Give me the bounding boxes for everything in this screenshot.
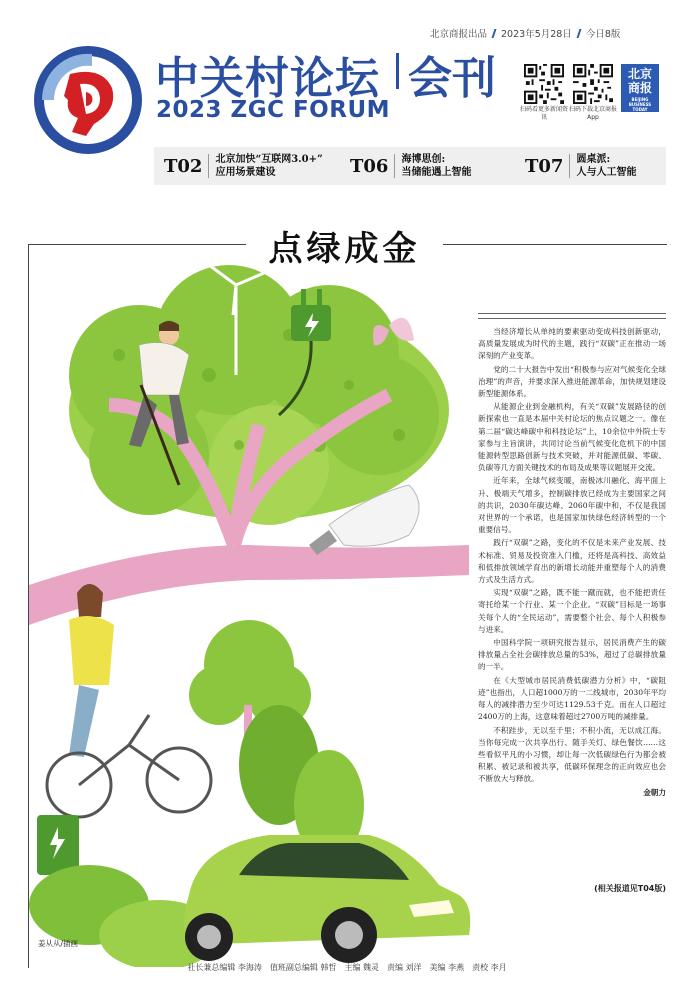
article-body <box>478 326 666 799</box>
beijing-business-badge <box>621 64 659 112</box>
zgc-forum-logo-icon <box>32 44 144 156</box>
article-paragraph: 践行“双碳”之路，变化的不仅是未来产业发展、技术标准、贸易及投资准入门槛，还将是高科技、高效益和低排放领域学育出的新增长动能并重塑每个人的消费方式及生活方式。 <box>478 538 666 585</box>
article-top-rule <box>478 318 666 319</box>
cyclist-figure <box>47 584 211 817</box>
teaser-page-code: T07 <box>525 155 564 177</box>
article-paragraph: 在《大型城市居民消费低碳潜力分析》中，“碳阻迹”也指出，人口超1000万的一二线城市，2030年平均每人的减排潜力至少可达1129.53千克。而在人口超过2400万的上海，这意味着超过2700万吨的减排量。 <box>478 675 666 722</box>
teaser-headline: 圆桌派: 人与人工智能 <box>576 154 637 178</box>
green-economy-illustration <box>29 245 479 967</box>
badge-line1: 北京 <box>627 67 652 81</box>
badge-line2: 商报 <box>627 81 652 95</box>
article-top-rule <box>478 313 666 314</box>
masthead-subtitle: 会刊 <box>408 53 496 104</box>
illustration-credit: 姜从从/插画 <box>38 939 79 948</box>
teaser-headline: 海博思创: 当储能遇上智能 <box>401 154 472 178</box>
article-paragraph: 从能源企业到金融机构，有关“双碳”发展路径的创新探索也一直是本届中关村论坛的焦点议题之一。像在第二届“碳达峰碳中和科技论坛”上，10余位中外院士专家参与主旨演讲，共同讨论当前气候变化危机下的中国能源转型思路创新与技术突破，并对能源低碳、零碳、负碳等几方面关键技术的布局及成果等议题展开交流。 <box>478 402 666 473</box>
article-paragraph: 不积跬步，无以至千里；不积小流，无以成江海。当你每完成一次共享出行、随手关灯、绿色餐饮……这些看似平凡的小习惯，却让每一次低碳绿色行为都会被积累、被记录和被共享，低碳环保理念的正向效应也会不断放大与释放。 <box>478 725 666 784</box>
electric-car-icon <box>184 835 470 963</box>
masthead-title: 中关村论坛 <box>155 53 380 104</box>
teaser-bar <box>154 147 666 185</box>
publisher: 北京商报出品 <box>430 29 488 40</box>
see-also-note[interactable]: (相关报道见T04版) <box>594 884 666 893</box>
badge-english: BEIJING BUSINESS TODAY <box>628 97 652 112</box>
edition-info <box>430 26 620 40</box>
teaser-t06[interactable] <box>350 147 471 185</box>
teaser-t02[interactable] <box>164 147 323 185</box>
main-headline: 点绿成金 <box>268 229 421 269</box>
teaser-headline: 北京加快“互联网3.0+” 应用场景建设 <box>215 154 323 178</box>
article-paragraph: 党的二十大报告中发出“积极参与应对气候变化全球治理”的声音，并要求深入推进能源革命，加快规划建设新型能源体系。 <box>478 364 666 399</box>
teaser-t07[interactable] <box>525 147 636 185</box>
qr-code-news-icon[interactable] <box>524 64 564 104</box>
teaser-page-code: T06 <box>350 155 389 177</box>
article-paragraph: 实现“双碳”之路，既不能一蹴而就，也不能把责任寄托给某一个行业、某一个企业。“双碳”目标是一场事关每个人的“全民运动”，需要整个社会、每个人积极参与进来。 <box>478 588 666 634</box>
masthead-english-title: 2023 ZGC FORUM <box>156 97 391 123</box>
article-paragraph: 中国科学院一项研究报告显示，居民消费产生的碳排放量占全社会碳排放总量的53%，超过了总碳排放量的一半。 <box>478 638 666 672</box>
qr-caption-news: 扫码看更多新闻资讯 <box>519 106 568 121</box>
teaser-page-code: T02 <box>164 155 203 177</box>
masthead-divider <box>396 53 399 89</box>
staff-credits: 社长兼总编辑 李海涛 值班副总编辑 韩哲 主编 魏灵 责编 刘洋 美编 李燕 责校 李月 <box>187 963 507 972</box>
issue-date: 2023年5月28日 <box>501 29 572 40</box>
qr-code-app-icon[interactable] <box>573 64 613 104</box>
qr-caption-app: 扫码下载北京商报App <box>568 106 617 121</box>
article-paragraph: 当经济增长从单纯的要素驱动变成科技创新驱动，高质量发展成为时代的主题，践行“双碳”正在推动一场深刻的产业变革。 <box>478 327 666 361</box>
article-author: 金朝力 <box>643 787 666 797</box>
charging-station-icon <box>37 815 79 875</box>
article-paragraph: 近年来，全球气候变暖，南极冰川融化、海平面上升、极端天气增多，控制碳排放已经成为主要国家之间的共识，2030年碳达峰、2060年碳中和，不仅是我国对世界的一个承诺，也是国家加快绿色经济转型的一个重要信号。 <box>478 476 666 535</box>
edition-count: 今日8版 <box>585 29 621 40</box>
